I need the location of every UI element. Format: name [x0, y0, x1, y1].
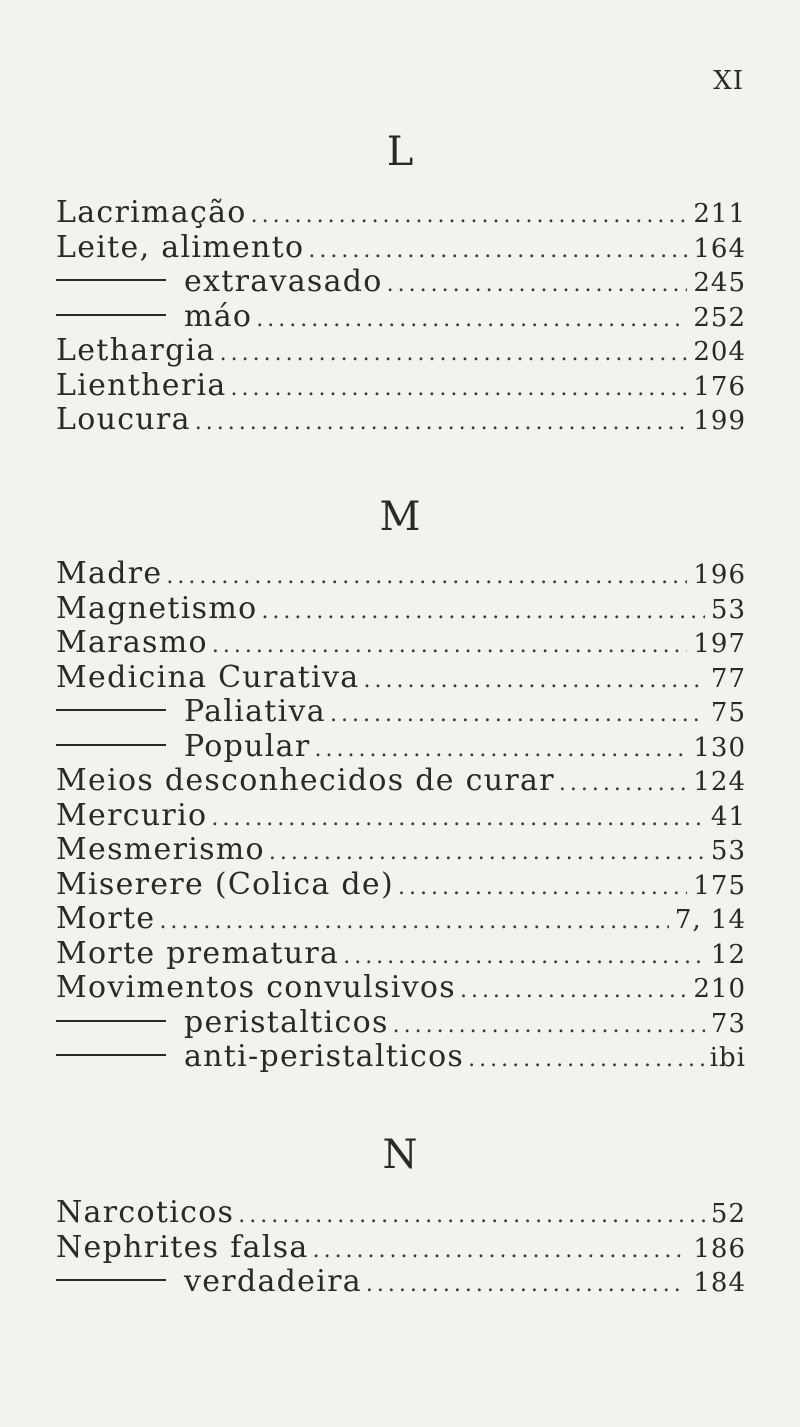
entry-term: Paliativa	[184, 695, 326, 729]
dot-leader	[162, 560, 687, 592]
entry-page-ref: 252	[693, 302, 746, 333]
entry-page-ref: 7, 14	[674, 905, 746, 935]
index-entry	[56, 557, 746, 592]
section-entries-n	[56, 1196, 746, 1300]
section-heading-m: M	[379, 494, 421, 540]
entry-page-ref: 184	[693, 1268, 746, 1298]
dot-leader	[252, 303, 687, 335]
index-entry	[56, 764, 746, 799]
ditto-dash	[56, 709, 166, 711]
section-heading-n: N	[382, 1132, 418, 1178]
dot-leader	[309, 1234, 688, 1266]
entry-page-ref: 204	[693, 337, 746, 367]
entry-term: Movimentos convulsivos	[56, 971, 456, 1005]
index-entry	[56, 592, 746, 627]
index-entry	[56, 1006, 746, 1041]
entry-page-ref: ibi	[709, 1043, 746, 1073]
entry-page-ref: 130	[693, 732, 746, 763]
entry-page-ref: 77	[710, 663, 746, 694]
index-entry	[56, 626, 746, 661]
entry-term: Loucura	[56, 403, 191, 437]
dot-leader	[394, 871, 687, 903]
entry-page-ref: 53	[710, 594, 746, 625]
index-entry	[56, 369, 746, 404]
entry-page-ref: 211	[693, 199, 746, 229]
entry-term: Morte prematura	[56, 936, 340, 971]
dot-leader	[389, 1009, 705, 1041]
index-entry	[56, 868, 746, 903]
dot-leader	[310, 733, 687, 765]
dot-leader	[208, 629, 688, 661]
entry-page-ref: 175	[693, 870, 746, 901]
index-entry	[56, 1196, 746, 1231]
entry-page-ref: 124	[693, 767, 746, 797]
entry-term: Nephrites falsa	[56, 1230, 309, 1265]
entry-term: Narcoticos	[56, 1196, 235, 1230]
entry-term: Lientheria	[56, 368, 227, 403]
index-entry	[56, 196, 746, 231]
entry-term: anti-peristalticos	[184, 1040, 465, 1074]
entry-page-ref: 245	[693, 268, 746, 298]
entry-term: Lethargia	[56, 334, 216, 368]
dot-leader	[247, 199, 688, 231]
entry-term: Miserere (Colica de)	[56, 867, 394, 902]
dot-leader	[339, 940, 705, 972]
section-heading-l: L	[386, 129, 414, 175]
index-entry	[56, 265, 746, 300]
index-entry	[56, 730, 746, 765]
ditto-dash	[56, 1279, 166, 1281]
entry-page-ref: 186	[693, 1233, 746, 1264]
entry-term: verdadeira	[184, 1265, 362, 1299]
entry-term: Leite, alimento	[56, 230, 305, 265]
ditto-dash	[56, 1054, 166, 1056]
entry-page-ref: 197	[693, 629, 746, 659]
entry-term: Madre	[56, 557, 163, 591]
entry-term: Meios desconhecidos de curar	[56, 764, 555, 798]
index-entry	[56, 661, 746, 696]
entry-page-ref: 164	[693, 233, 746, 264]
dot-leader	[227, 372, 688, 404]
entry-page-ref: 196	[693, 560, 746, 590]
section-entries-m	[56, 557, 746, 1075]
dot-leader	[383, 268, 688, 300]
index-entry	[56, 231, 746, 266]
dot-leader	[234, 1199, 705, 1231]
dot-leader	[456, 974, 687, 1006]
index-entry	[56, 1265, 746, 1300]
entry-term: Medicina Curativa	[56, 660, 360, 695]
dot-leader	[257, 595, 704, 627]
entry-term: Magnetismo	[56, 591, 258, 626]
index-entry	[56, 334, 746, 369]
entry-page-ref: 199	[693, 406, 746, 436]
dot-leader	[362, 1268, 687, 1300]
entry-term: máo	[184, 299, 253, 334]
page-number: XI	[713, 66, 744, 96]
entry-page-ref: 41	[710, 801, 746, 832]
entry-page-ref: 176	[693, 371, 746, 402]
index-entry	[56, 1231, 746, 1266]
entry-page-ref: 73	[710, 1008, 746, 1039]
entry-term: Morte	[56, 902, 156, 936]
index-entry	[56, 1040, 746, 1075]
dot-leader	[326, 698, 705, 730]
dot-leader	[360, 664, 705, 696]
dot-leader	[304, 234, 687, 266]
dot-leader	[216, 337, 688, 369]
ditto-dash	[56, 279, 166, 281]
entry-term: Popular	[184, 729, 311, 764]
dot-leader	[555, 767, 688, 799]
entry-term: extravasado	[184, 265, 383, 299]
index-entry	[56, 937, 746, 972]
entry-page-ref: 53	[710, 836, 746, 866]
index-entry	[56, 403, 746, 438]
ditto-dash	[56, 314, 166, 316]
index-entry	[56, 799, 746, 834]
dot-leader	[265, 836, 705, 868]
entry-page-ref: 12	[710, 939, 746, 970]
index-entry	[56, 833, 746, 868]
section-entries-l	[56, 196, 746, 438]
entry-term: Lacrimação	[56, 196, 247, 230]
index-entry	[56, 300, 746, 335]
index-entry	[56, 971, 746, 1006]
dot-leader	[464, 1043, 704, 1075]
dot-leader	[191, 406, 688, 438]
index-entry	[56, 695, 746, 730]
ditto-dash	[56, 1020, 166, 1022]
entry-term: Mesmerismo	[56, 833, 265, 867]
dot-leader	[207, 802, 705, 834]
entry-term: Mercurio	[56, 798, 208, 833]
entry-page-ref: 75	[710, 698, 746, 728]
dot-leader	[155, 905, 668, 937]
entry-page-ref: 210	[693, 974, 746, 1004]
ditto-dash	[56, 744, 166, 746]
index-entry	[56, 902, 746, 937]
entry-page-ref: 52	[710, 1199, 746, 1229]
entry-term: Marasmo	[56, 626, 208, 660]
entry-term: peristalticos	[184, 1005, 389, 1040]
